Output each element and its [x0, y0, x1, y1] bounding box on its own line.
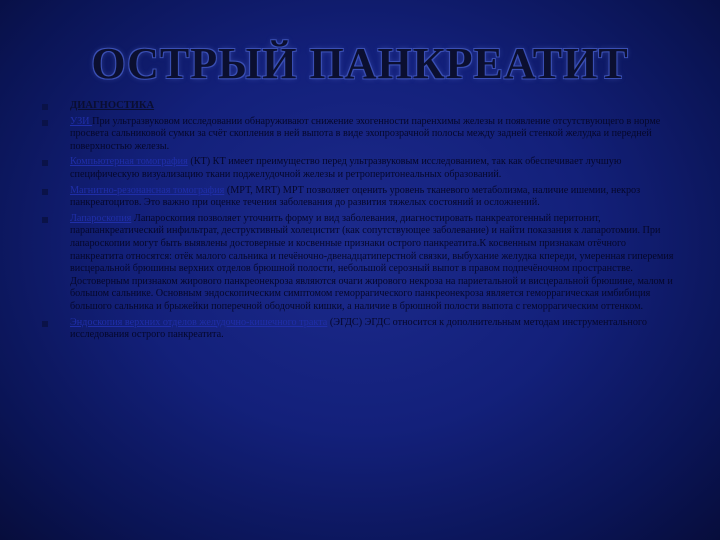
- item-link[interactable]: УЗИ: [70, 115, 93, 127]
- item-link[interactable]: Лапароскопия: [70, 212, 132, 224]
- square-bullet-icon: [42, 189, 48, 195]
- item-text: (КТ) КТ имеет преимущество перед ультразвуковым исследованием, так как обеспечивает лучшую специфическую визуализацию ткани поджелудочной железы и ретроперитонеальных образований.: [70, 156, 622, 180]
- square-bullet-icon: [42, 321, 48, 327]
- slide-content: [42, 100, 678, 345]
- item-heading: ДИАГНОСТИКА: [70, 100, 155, 111]
- item-link[interactable]: Магнитно-резонансная томография: [70, 184, 225, 196]
- list-item: [42, 116, 678, 154]
- item-link[interactable]: Эндоскопия верхних отделов желудочно-кишечного тракта: [70, 316, 328, 328]
- list-item: [42, 317, 678, 342]
- item-text: При ультразвуковом исследовании обнаруживают снижение эхогенности паренхимы железы и появление отсутствующего в норме просвета сальниковой сумки за счёт скопления в ней выпота в виде эхопрозрачной полосы между задней стенкой желудка и передней поверхностью железы.: [70, 115, 661, 152]
- slide-title: ОСТРЫЙ ПАНКРЕАТИТ: [91, 39, 629, 88]
- square-bullet-icon: [42, 104, 48, 110]
- list-item: [42, 213, 678, 314]
- square-bullet-icon: [42, 160, 48, 166]
- square-bullet-icon: [42, 120, 48, 126]
- list-item: [42, 185, 678, 210]
- list-item: [42, 156, 678, 181]
- item-link[interactable]: Компьютерная томография: [70, 156, 188, 168]
- list-item: [42, 100, 678, 113]
- item-text: (МРТ, MRT) МРТ позволяет оценить уровень тканевого метаболизма, наличие ишемии, некроз панкреатоцитов. Это важно при оценке течения заболевания до развития тяжелых состояний и осложнений.: [70, 184, 641, 209]
- square-bullet-icon: [42, 217, 48, 223]
- item-text: Лапароскопия позволяет уточнить форму и вид заболевания, диагностировать панкреатогенный перитонит, парапанкреатический инфильтрат, деструктивный холецистит (как сопутствующее заболевание) и найти показания к лапаротомии. При лапароскопии могут быть выявлены достоверные и косвенные признаки острого панкреатита.К косвенным признакам отёчного панкреатита относятся: отёк малого сальника и печёночно-двенадцатиперстной связки, выбухание желудка кпереди, умеренная гиперемия висцеральной брюшины верхних отделов брюшной полости, небольшой серозный выпот в правом подпечёночном пространстве. Достоверным признаком жирового панкреонекроза являются очаги жирового некроза на париетальной и висцеральной брюшине, малом и большом сальнике. Основным эндоскопическим симптомом геморрагического панкреонекроза является геморрагическая имбибиция большого сальника и брыжейки поперечной ободочной кишки, а наличие в брюшной полости выпота с геморрагическим оттенком.: [70, 212, 674, 312]
- bullet-list: [42, 100, 678, 342]
- item-text: (ЭГДС) ЭГДС относится к дополнительным методам инструментального исследования острого панкреатита.: [70, 316, 647, 341]
